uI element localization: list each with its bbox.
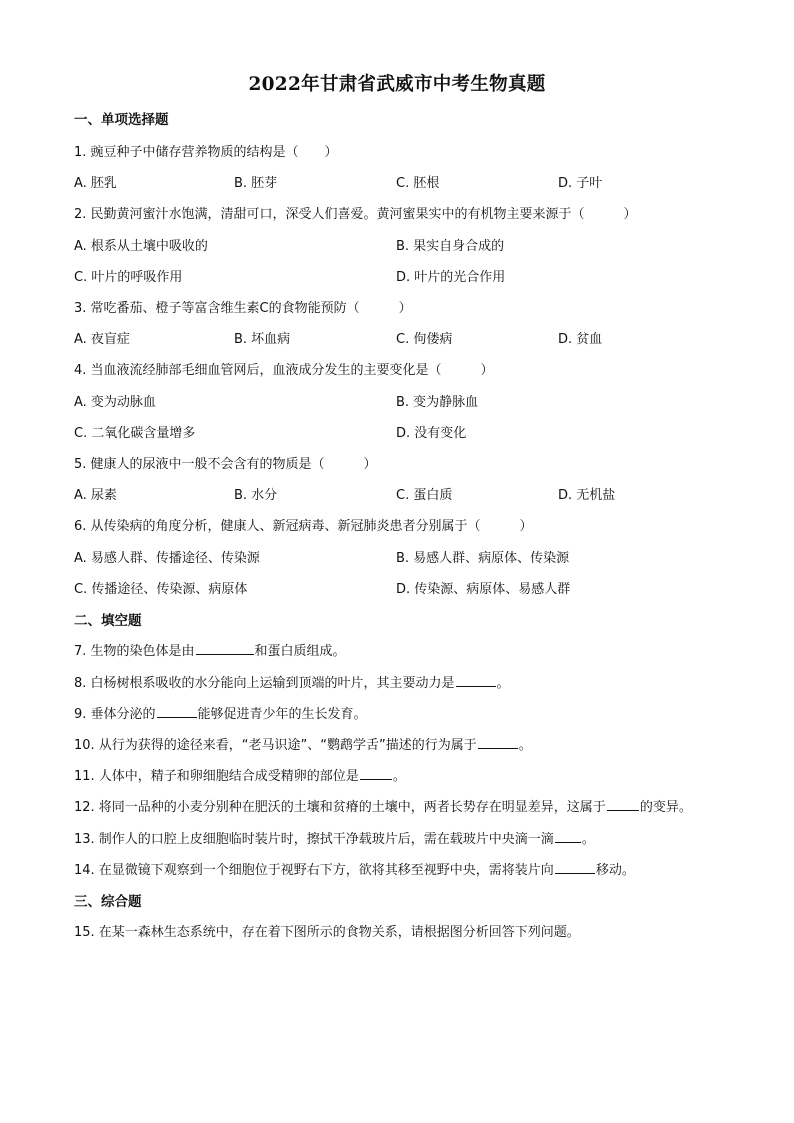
section-heading-comprehensive: 三、综合题 xyxy=(74,894,142,910)
answer-blank[interactable] xyxy=(196,641,254,655)
question-3-options xyxy=(74,328,734,346)
question-4-options xyxy=(74,391,734,409)
option-d: D. 无机盐 xyxy=(558,488,616,503)
question-4-stem: 4. 当血液流经肺部毛细血管网后，血液成分发生的主要变化是（ ） xyxy=(74,363,494,378)
question-4-options-row2 xyxy=(74,422,734,440)
option-a: A. 胚乳 xyxy=(74,176,117,191)
option-a: A. 根系从土壤中吸收的 xyxy=(74,239,208,254)
question-3-stem: 3. 常吃番茄、橙子等富含维生素C的食物能预防（ ） xyxy=(74,301,412,316)
answer-blank[interactable] xyxy=(607,797,639,811)
question-2-options xyxy=(74,235,734,253)
answer-blank[interactable] xyxy=(456,673,496,687)
question-15-stem: 15. 在某一森林生态系统中，存在着下图所示的食物关系，请根据图分析回答下列问题。 xyxy=(74,925,580,940)
question-6-options-row2 xyxy=(74,578,734,596)
option-c: C. 胚根 xyxy=(396,176,440,191)
question-12: 12. 将同一品种的小麦分别种在肥沃的土壤和贫瘠的土壤中，两者长势存在明显差异，这属于 的变异。 xyxy=(74,796,692,815)
option-c: C. 二氧化碳含量增多 xyxy=(74,426,196,441)
option-d: D. 贫血 xyxy=(558,332,603,347)
section-heading-fill: 二、填空题 xyxy=(74,613,142,629)
option-c: C. 蛋白质 xyxy=(396,488,453,503)
answer-blank[interactable] xyxy=(555,860,595,874)
option-d: D. 没有变化 xyxy=(396,426,467,441)
option-b: B. 变为静脉血 xyxy=(396,395,479,410)
answer-blank[interactable] xyxy=(157,704,197,718)
option-b: B. 坏血病 xyxy=(234,332,291,347)
question-10: 10. 从行为获得的途径来看，“老马识途”、“鹦鹉学舌”描述的行为属于 。 xyxy=(74,734,532,753)
question-7: 7. 生物的染色体是由 和蛋白质组成。 xyxy=(74,640,346,659)
question-1-options xyxy=(74,172,734,190)
option-c: C. 佝偻病 xyxy=(396,332,453,347)
question-5-stem: 5. 健康人的尿液中一般不会含有的物质是（ ） xyxy=(74,457,377,472)
answer-blank[interactable] xyxy=(360,766,392,780)
question-14: 14. 在显微镜下观察到一个细胞位于视野右下方，欲将其移至视野中央，需将装片向 移动。 xyxy=(74,859,635,878)
option-a: A. 夜盲症 xyxy=(74,332,130,347)
question-2-stem: 2. 民勤黄河蜜汁水饱满，清甜可口，深受人们喜爱。黄河蜜果实中的有机物主要来源于（ ） xyxy=(74,207,637,222)
question-1-stem: 1. 豌豆种子中储存营养物质的结构是（ ） xyxy=(74,145,338,160)
option-c: C. 叶片的呼吸作用 xyxy=(74,270,183,285)
option-b: B. 水分 xyxy=(234,488,278,503)
question-6-stem: 6. 从传染病的角度分析，健康人、新冠病毒、新冠肺炎患者分别属于（ ） xyxy=(74,519,533,534)
question-2-options-row2 xyxy=(74,266,734,284)
question-11: 11. 人体中，精子和卵细胞结合成受精卵的部位是 。 xyxy=(74,765,406,784)
option-d: D. 叶片的光合作用 xyxy=(396,270,506,285)
option-a: A. 易感人群、传播途径、传染源 xyxy=(74,551,260,566)
option-a: A. 变为动脉血 xyxy=(74,395,156,410)
answer-blank[interactable] xyxy=(555,829,581,843)
question-5-options xyxy=(74,484,734,502)
answer-blank[interactable] xyxy=(478,735,518,749)
option-d: D. 传染源、病原体、易感人群 xyxy=(396,582,571,597)
question-8: 8. 白杨树根系吸收的水分能向上运输到顶端的叶片，其主要动力是 。 xyxy=(74,672,510,691)
option-b: B. 果实自身合成的 xyxy=(396,239,505,254)
question-13: 13. 制作人的口腔上皮细胞临时装片时，擦拭干净载玻片后，需在载玻片中央滴一滴 。 xyxy=(74,828,595,847)
question-9: 9. 垂体分泌的 能够促进青少年的生长发育。 xyxy=(74,703,367,722)
option-d: D. 子叶 xyxy=(558,176,603,191)
option-b: B. 胚芽 xyxy=(234,176,278,191)
section-heading-choice: 一、单项选择题 xyxy=(74,112,169,128)
option-a: A. 尿素 xyxy=(74,488,117,503)
question-6-options xyxy=(74,547,734,565)
option-c: C. 传播途径、传染源、病原体 xyxy=(74,582,248,597)
option-b: B. 易感人群、病原体、传染源 xyxy=(396,551,570,566)
page-title: 2022年甘肃省武威市中考生物真题 xyxy=(248,74,546,95)
